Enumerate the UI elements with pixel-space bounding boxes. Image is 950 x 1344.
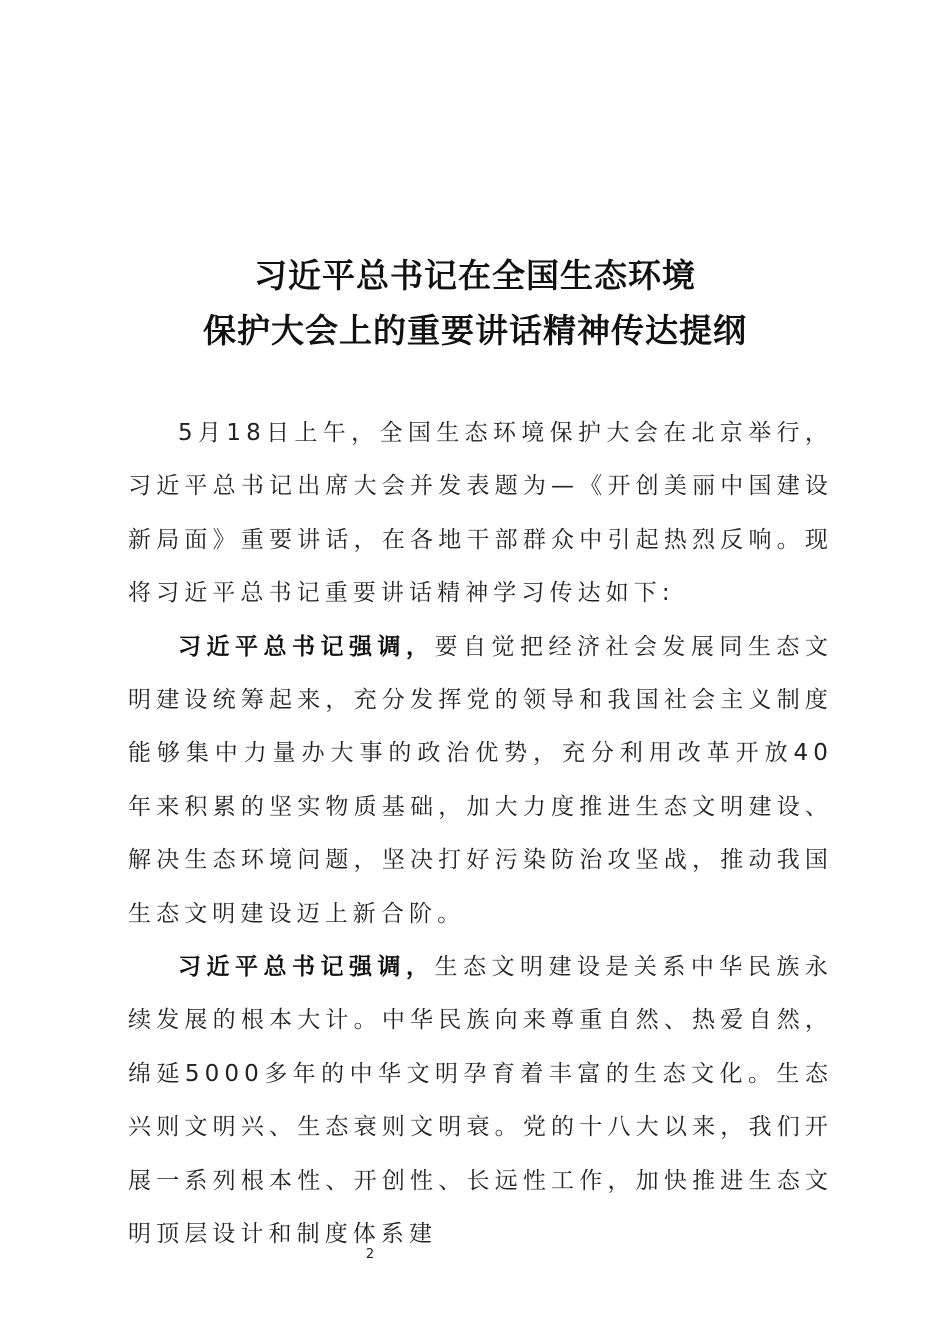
paragraph-lead-2: 习近平总书记强调，	[178, 954, 435, 981]
paragraph-text-2: 生态文明建设是关系中华民族永续发展的根本大计。中华民族向来尊重自然、热爱自然，绵延5000多年的中华文明孕育着丰富的生态文化。生态兴则文明兴、生态衰则文明衰。党的十八大以来，我们开展一系列根本性、开创性、长远性工作，加快推进生态文明顶层设计和制度体系建	[128, 954, 834, 1248]
page-number: 2	[365, 1247, 375, 1262]
paragraph-emphasis-2	[128, 941, 833, 1261]
paragraph-intro	[128, 407, 833, 621]
paragraph-intro-text: 5月18日上午，全国生态环境保护大会在北京举行，习近平总书记出席大会并发表题为—《开创美丽中国建设新局面》重要讲话，在各地干部群众中引起热烈反响。现将习近平总书记重要讲话精神学习传达如下:	[128, 420, 833, 607]
paragraph-lead-1: 习近平总书记强调，	[178, 633, 435, 660]
title-line-2: 保护大会上的重要讲话精神传达提纲	[203, 311, 747, 350]
document-body	[128, 407, 833, 1262]
title-line-1: 习近平总书记在全国生态环境	[254, 256, 696, 295]
paragraph-emphasis-1	[128, 621, 833, 941]
document-title	[120, 248, 830, 358]
paragraph-text-1: 要自觉把经济社会发展同生态文明建设统筹起来，充分发挥党的领导和我国社会主义制度能够集中力量办大事的政治优势，充分利用改革开放40年来积累的坚实物质基础，加大力度推进生态文明建设、解决生态环境问题，坚决打好污染防治攻坚战，推动我国生态文明建设迈上新合阶。	[128, 633, 834, 927]
